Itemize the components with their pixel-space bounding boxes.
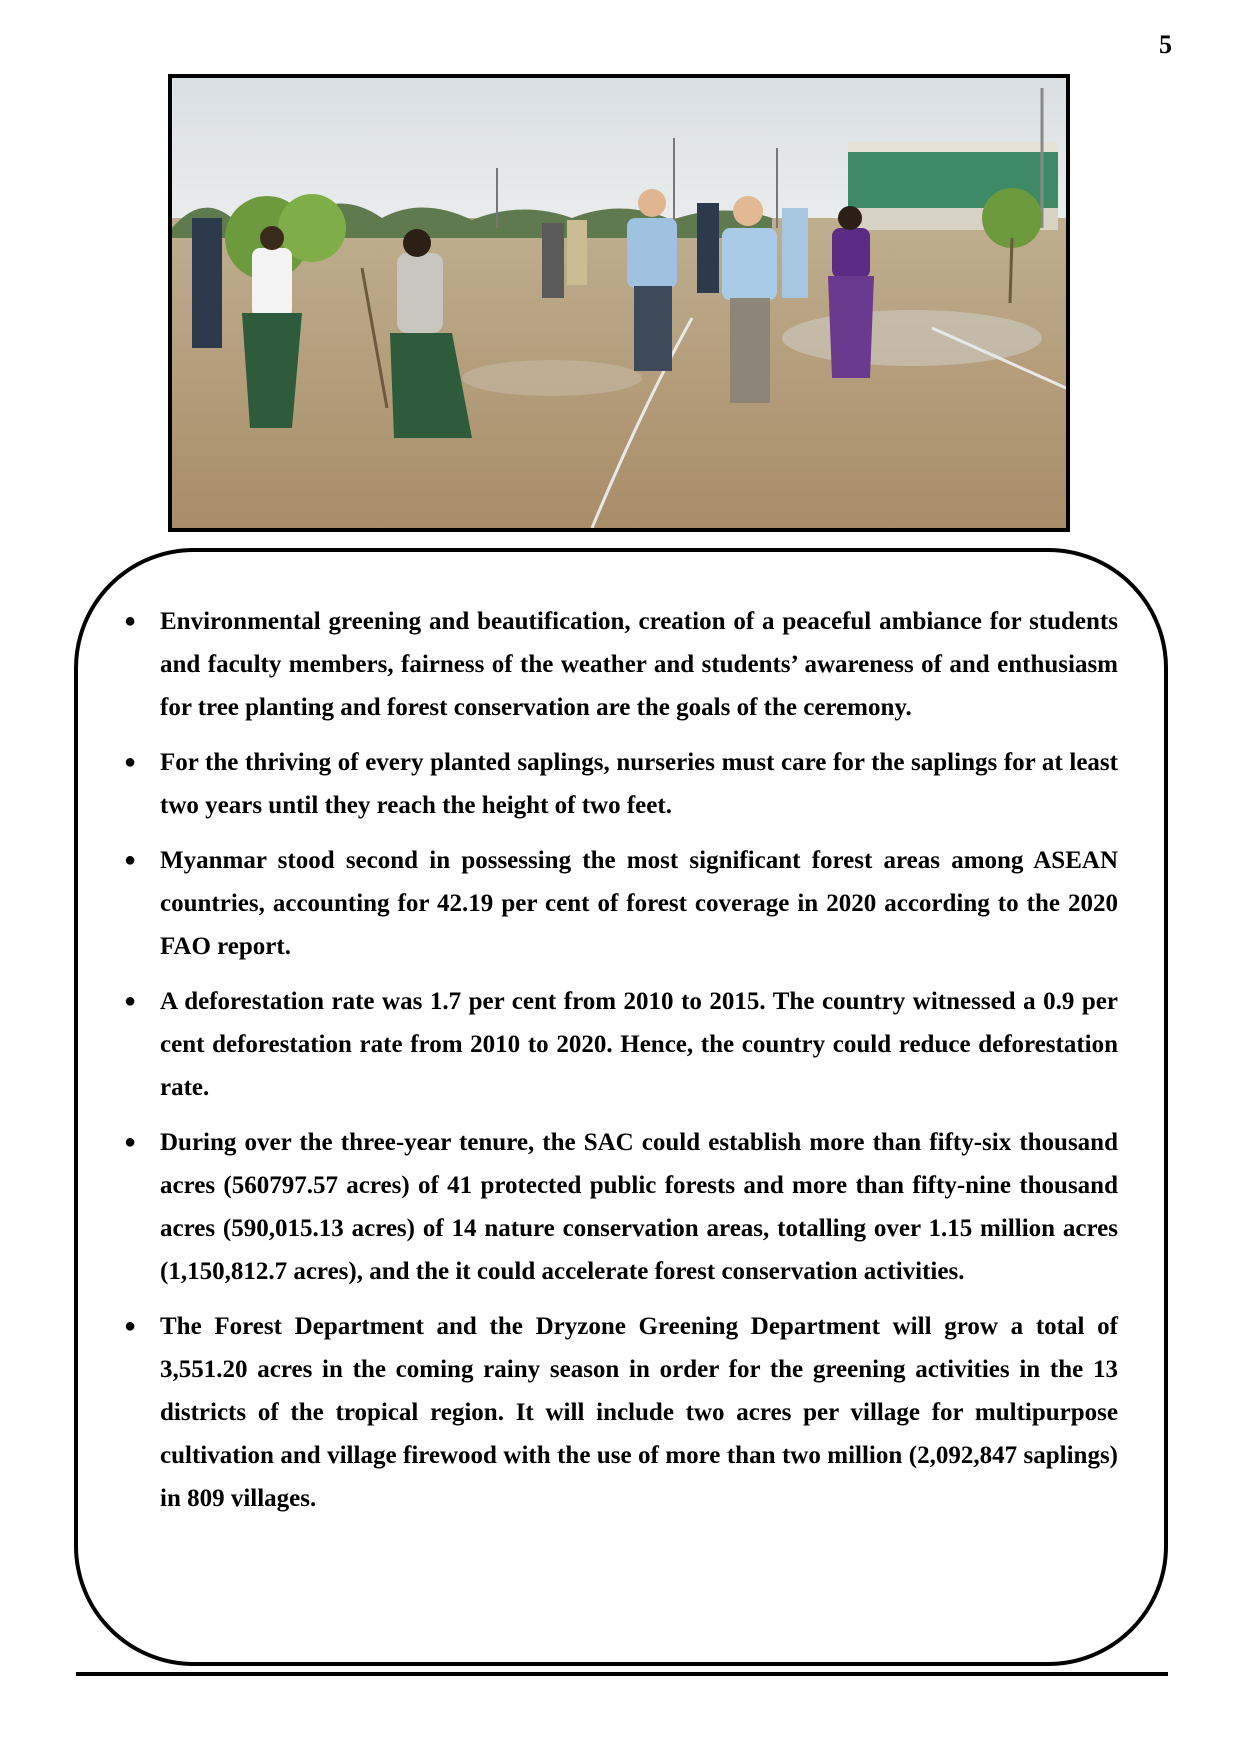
bullet-text: Myanmar stood second in possessing the most significant forest areas among ASEAN countries, accounting for 42.19 per cent of forest coverage in 2020 according to the 2020 FAO report. — [160, 847, 1118, 960]
bullet-icon: ● — [124, 990, 137, 1012]
footer-divider — [76, 1672, 1168, 1676]
bullet-list — [118, 600, 1118, 1532]
bullet-text: The Forest Department and the Dryzone Greening Department will grow a total of 3,551.20 acres in the coming rainy season in order for the greening activities in the 13 districts of the tropical region. It will include two acres per village for multipurpose cultivation and village firewood with the use of more than two million (2,092,847 saplings) in 809 villages. — [160, 1313, 1118, 1512]
ceremony-photo-illustration — [172, 78, 1066, 528]
bullet-icon: ● — [124, 1315, 137, 1337]
bullet-icon: ● — [124, 1131, 137, 1153]
list-item — [118, 600, 1118, 729]
bullet-icon: ● — [124, 751, 137, 773]
list-item — [118, 1121, 1118, 1293]
list-item — [118, 1305, 1118, 1520]
ceremony-photo — [168, 74, 1070, 532]
bullet-text: During over the three-year tenure, the SAC could establish more than fifty-six thousand acres (560797.57 acres) of 41 protected public forests and more than fifty-nine thousand acres (590,015.13 acres) of 14 nature conservation areas, totalling over 1.15 million acres (1,150,812.7 acres), and the it could accelerate forest conservation activities. — [160, 1129, 1118, 1285]
bullet-icon: ● — [124, 610, 137, 632]
bullet-text: Environmental greening and beautification, creation of a peaceful ambiance for students and faculty members, fairness of the weather and students’ awareness of and enthusiasm for tree planting and forest conservation are the goals of the ceremony. — [160, 608, 1118, 721]
bullet-text: For the thriving of every planted saplings, nurseries must care for the saplings for at least two years until they reach the height of two feet. — [160, 749, 1118, 819]
bullet-icon: ● — [124, 849, 137, 871]
page-number: 5 — [1159, 30, 1172, 59]
bullet-text: A deforestation rate was 1.7 per cent from 2010 to 2015. The country witnessed a 0.9 per cent deforestation rate from 2010 to 2020. Hence, the country could reduce deforestation rate. — [160, 988, 1118, 1101]
list-item — [118, 839, 1118, 968]
list-item — [118, 980, 1118, 1109]
list-item — [118, 741, 1118, 827]
